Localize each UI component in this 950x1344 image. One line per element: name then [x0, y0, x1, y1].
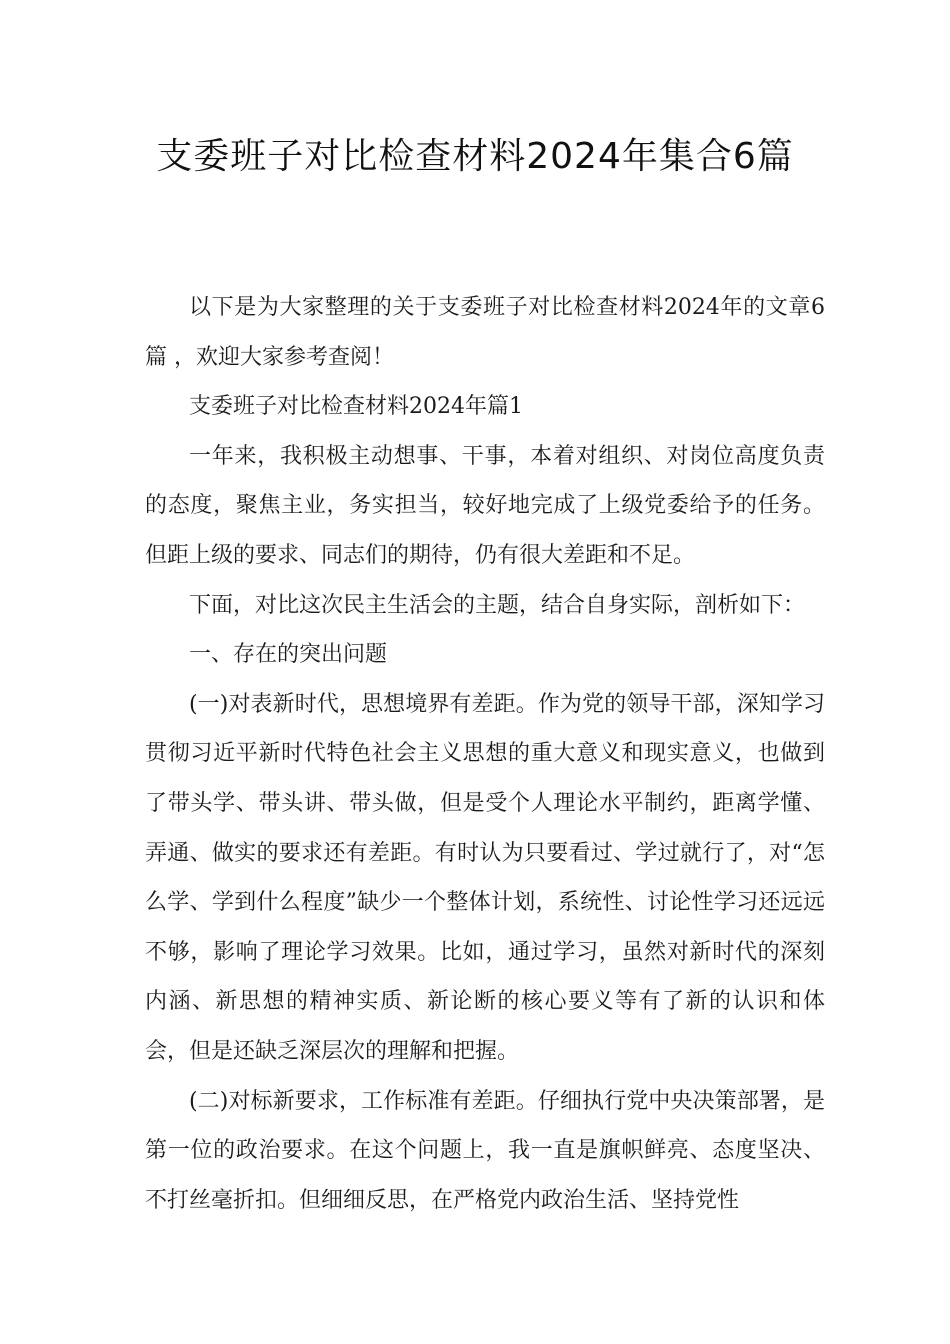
paragraph-problem-2: (二)对标新要求，工作标准有差距。仔细执行党中央决策部署，是第一位的政治要求。在这个问题上，我一直是旗帜鲜亮、态度坚决、不打丝毫折扣。但细细反思，在严格党内政治生活、坚持党性: [145, 1088, 825, 1213]
paragraph-overview: 一年来，我积极主动想事、干事，本着对组织、对岗位高度负责的态度，聚焦主业，务实担当，较好地完成了上级党委给予的任务。但距上级的要求、同志们的期待，仍有很大差距和不足。: [145, 443, 825, 568]
paragraph-analysis-intro: 下面，对比这次民主生活会的主题，结合自身实际，剖析如下：: [189, 592, 806, 618]
section-heading-problems: 一、存在的突出问题: [189, 642, 388, 668]
document-body: [145, 283, 825, 1225]
section-heading-article-1: 支委班子对比检查材料2024年篇1: [189, 394, 523, 420]
document-title: 支委班子对比检查材料2024年集合6篇: [156, 136, 794, 177]
intro-paragraph: 以下是为大家整理的关于支委班子对比检查材料2024年的文章6篇 ，欢迎大家参考查阅！: [145, 295, 825, 370]
paragraph-problem-1: (一)对表新时代，思想境界有差距。作为党的领导干部，深知学习贯彻习近平新时代特色社会主义思想的重大意义和现实意义，也做到了带头学、带头讲、带头做，但是受个人理论水平制约，距离学懂、弄通、做实的要求还有差距。有时认为只要看过、学过就行了，对“怎么学、学到什么程度”缺少一个整体计划，系统性、讨论性学习还远远不够，影响了理论学习效果。比如，通过学习，虽然对新时代的深刻内涵、新思想的精神实质、新论断的核心要义等有了新的认识和体会，但是还缺乏深层次的理解和把握。: [145, 691, 825, 1064]
